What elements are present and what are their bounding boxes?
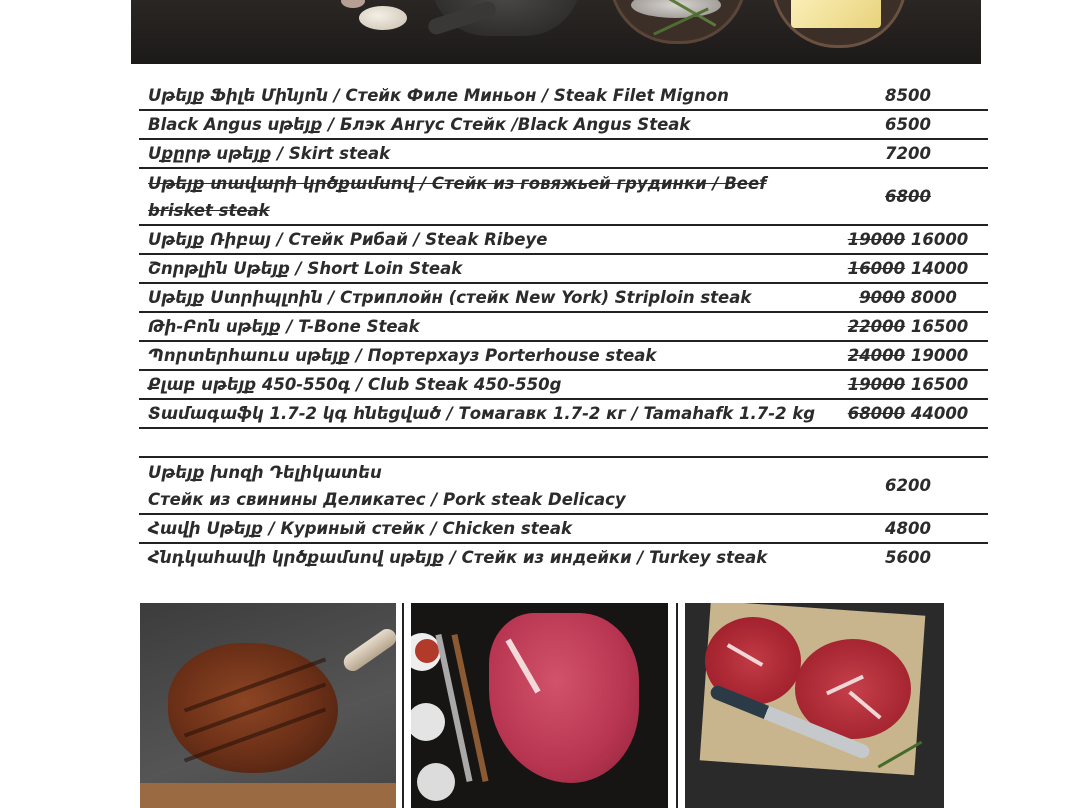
menu-row	[139, 341, 988, 370]
photo-divider	[402, 603, 404, 808]
menu-item-price	[828, 254, 988, 283]
menu-item-price	[828, 82, 988, 110]
spacer-row	[139, 428, 988, 457]
old-price: 9000	[859, 288, 906, 307]
menu-item-name: Քլաբ սթեյք 450-550գ / Club Steak 450-550g	[139, 370, 828, 399]
menu-item-name: Թի-Բոն սթեյք / T-Bone Steak	[139, 312, 828, 341]
current-price: 14000	[910, 259, 969, 278]
raw-tbone-steak-shape	[489, 613, 639, 783]
menu-item-name: Սթեյք տավարի կրծքամսով / Стейк из говяжьей грудинки / Beef brisket steak	[139, 168, 828, 225]
menu-item-name-line1: Սթեյք խոզի Դելիկատես	[148, 462, 382, 482]
salt-dish	[411, 703, 445, 741]
header-food-photo	[131, 0, 981, 64]
menu-item-name	[139, 457, 828, 514]
menu-row	[139, 82, 988, 110]
current-price: 8500	[885, 86, 931, 105]
menu-row	[139, 139, 988, 168]
menu-item-name: Սթեյք Ռիբայ / Стейк Рибай / Steak Ribeye	[139, 225, 828, 254]
menu-item-name: Հնդկահավի կրծքամսով սթեյք / Стейк из индейки / Turkey steak	[148, 548, 768, 567]
menu-item-name: Սթեյք Ֆիլե Մինյոն / Стейк Филе Миньон / Steak Filet Mignon	[139, 82, 828, 110]
current-price: 19000	[910, 346, 969, 365]
menu-item-name-line2: Стейк из свинины Деликатес / Pork steak Delicacy	[148, 489, 626, 509]
menu-item-price	[828, 543, 988, 571]
menu-row	[139, 225, 988, 254]
shallot-shape	[341, 0, 365, 8]
bone-shape	[340, 625, 396, 674]
old-price: 19000	[847, 230, 906, 249]
menu-item-price	[828, 283, 988, 312]
menu-item-name: Սթեյք Ստրիպլոին / Стриплойн (стейк New York) Striploin steak	[139, 283, 828, 312]
spacer-cell	[828, 428, 988, 457]
old-price: 6800	[885, 187, 931, 206]
menu-item-price	[828, 457, 988, 514]
old-price: 24000	[847, 346, 906, 365]
menu-item-name: Տամագաֆկ 1.7-2 կգ հնեցված / Томагавк 1.7-2 кг / Tamahafk 1.7-2 kg	[139, 399, 828, 428]
menu-row	[139, 514, 988, 543]
menu-row	[139, 370, 988, 399]
old-price: 19000	[847, 375, 906, 394]
menu-row	[139, 312, 988, 341]
current-price: 16500	[910, 317, 969, 336]
old-price: 68000	[847, 404, 906, 423]
menu-item-price	[828, 370, 988, 399]
menu-item-price	[828, 139, 988, 168]
current-price: 6200	[885, 476, 931, 495]
current-price: 16000	[910, 230, 969, 249]
current-price: 7200	[885, 144, 931, 163]
old-price: 22000	[847, 317, 906, 336]
garlic-shape	[359, 6, 407, 30]
spice-dish	[417, 763, 455, 801]
menu-item-price	[828, 514, 988, 543]
menu-row	[139, 110, 988, 139]
steak-menu-table	[139, 82, 988, 571]
tomahawk-steak-photo	[140, 603, 396, 808]
butter-shape	[791, 0, 881, 28]
current-price: 4800	[885, 519, 931, 538]
old-price: 16000	[847, 259, 906, 278]
menu-row	[139, 254, 988, 283]
menu-item-name: Սքըրթ սթեյք / Skirt steak	[139, 139, 828, 168]
current-price: 44000	[910, 404, 969, 423]
menu-row-unavailable	[139, 168, 988, 225]
wood-board-shape	[140, 783, 396, 808]
menu-item-price	[828, 110, 988, 139]
menu-item-name: Black Angus սթեյք / Блэк Ангус Стейк /Black Angus Steak	[139, 110, 828, 139]
current-price: 5600	[885, 548, 931, 567]
menu-row	[139, 543, 988, 571]
menu-item-price	[828, 168, 988, 225]
photo-divider	[676, 603, 678, 808]
menu-item-price	[828, 341, 988, 370]
current-price: 16500	[910, 375, 969, 394]
ribeye-steaks-photo	[685, 603, 944, 808]
current-price: 8000	[910, 288, 957, 307]
menu-row	[139, 283, 988, 312]
current-price: 6500	[885, 115, 931, 134]
tbone-steak-photo	[411, 603, 668, 808]
spacer-cell	[139, 428, 828, 457]
menu-row	[139, 457, 988, 514]
pepper-shape	[415, 639, 439, 663]
menu-item-price	[828, 312, 988, 341]
menu-row	[139, 399, 988, 428]
menu-item-price	[828, 399, 988, 428]
menu-item-name: Շորթլին Սթեյք / Short Loin Steak	[139, 254, 828, 283]
menu-item-price	[828, 225, 988, 254]
menu-item-name: Պորտերհաուս սթեյք / Портерхауз Porterhouse steak	[139, 341, 828, 370]
menu-item-name: Հավի Սթեյք / Куриный стейк / Chicken steak	[139, 514, 828, 543]
